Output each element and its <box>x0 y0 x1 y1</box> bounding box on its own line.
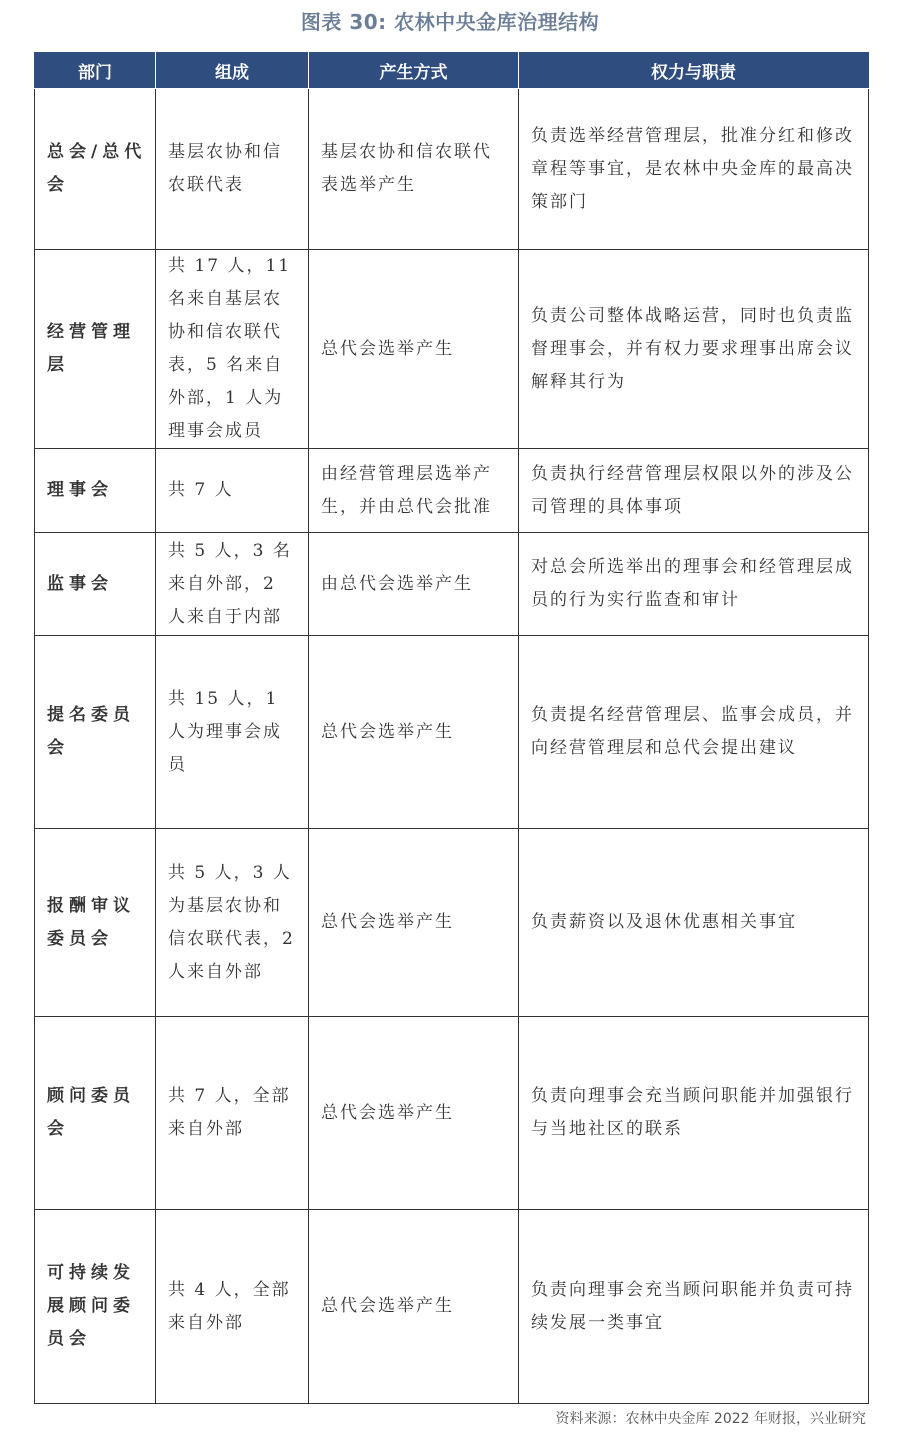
composition-cell: 共 7 人 <box>156 449 309 533</box>
composition-cell: 共 15 人，1 人为理事会成员 <box>156 636 309 829</box>
table-row <box>35 89 869 250</box>
department-cell: 顾问委员会 <box>35 1017 156 1210</box>
duties-cell: 负责薪资以及退休优惠相关事宜 <box>519 829 869 1017</box>
composition-cell: 共 17 人，11 名来自基层农协和信农联代表，5 名来自外部，1 人为理事会成员 <box>156 250 309 449</box>
composition-cell: 共 7 人，全部来自外部 <box>156 1017 309 1210</box>
table-row <box>35 829 869 1017</box>
source-note: 资料来源：农林中央金库 2022 年财报，兴业研究 <box>555 1411 866 1427</box>
method-cell: 由经营管理层选举产生，并由总代会批准 <box>309 449 519 533</box>
composition-cell: 基层农协和信农联代表 <box>156 89 309 250</box>
header-department: 部门 <box>35 53 156 89</box>
duties-cell: 负责向理事会充当顾问职能并负责可持续发展一类事宜 <box>519 1210 869 1404</box>
table-row <box>35 1017 869 1210</box>
header-composition: 组成 <box>156 53 309 89</box>
department-cell: 报酬审议委员会 <box>35 829 156 1017</box>
table-row <box>35 1210 869 1404</box>
method-cell: 总代会选举产生 <box>309 1017 519 1210</box>
department-cell: 总会/总代会 <box>35 89 156 250</box>
method-cell: 总代会选举产生 <box>309 636 519 829</box>
duties-cell: 负责提名经营管理层、监事会成员，并向经营管理层和总代会提出建议 <box>519 636 869 829</box>
header-duties: 权力与职责 <box>519 53 869 89</box>
table-row <box>35 449 869 533</box>
header-method: 产生方式 <box>309 53 519 89</box>
composition-cell: 共 4 人，全部来自外部 <box>156 1210 309 1404</box>
figure-title: 图表 30: 农林中央金库治理结构 <box>300 10 600 34</box>
method-cell: 由总代会选举产生 <box>309 533 519 636</box>
department-cell: 可持续发展顾问委员会 <box>35 1210 156 1404</box>
department-cell: 提名委员会 <box>35 636 156 829</box>
duties-cell: 负责选举经营管理层，批准分红和修改章程等事宜，是农林中央金库的最高决策部门 <box>519 89 869 250</box>
table-row <box>35 636 869 829</box>
method-cell: 总代会选举产生 <box>309 250 519 449</box>
department-cell: 监事会 <box>35 533 156 636</box>
composition-cell: 共 5 人，3 人为基层农协和信农联代表，2 人来自外部 <box>156 829 309 1017</box>
duties-cell: 负责公司整体战略运营，同时也负责监督理事会，并有权力要求理事出席会议解释其行为 <box>519 250 869 449</box>
composition-cell: 共 5 人，3 名来自外部，2 人来自于内部 <box>156 533 309 636</box>
governance-table <box>34 52 869 1404</box>
table-header-row <box>35 53 869 89</box>
duties-cell: 负责向理事会充当顾问职能并加强银行与当地社区的联系 <box>519 1017 869 1210</box>
method-cell: 基层农协和信农联代表选举产生 <box>309 89 519 250</box>
table-row <box>35 533 869 636</box>
duties-cell: 对总会所选举出的理事会和经管理层成员的行为实行监查和审计 <box>519 533 869 636</box>
method-cell: 总代会选举产生 <box>309 829 519 1017</box>
table-row <box>35 250 869 449</box>
department-cell: 理事会 <box>35 449 156 533</box>
method-cell: 总代会选举产生 <box>309 1210 519 1404</box>
duties-cell: 负责执行经营管理层权限以外的涉及公司管理的具体事项 <box>519 449 869 533</box>
department-cell: 经营管理层 <box>35 250 156 449</box>
